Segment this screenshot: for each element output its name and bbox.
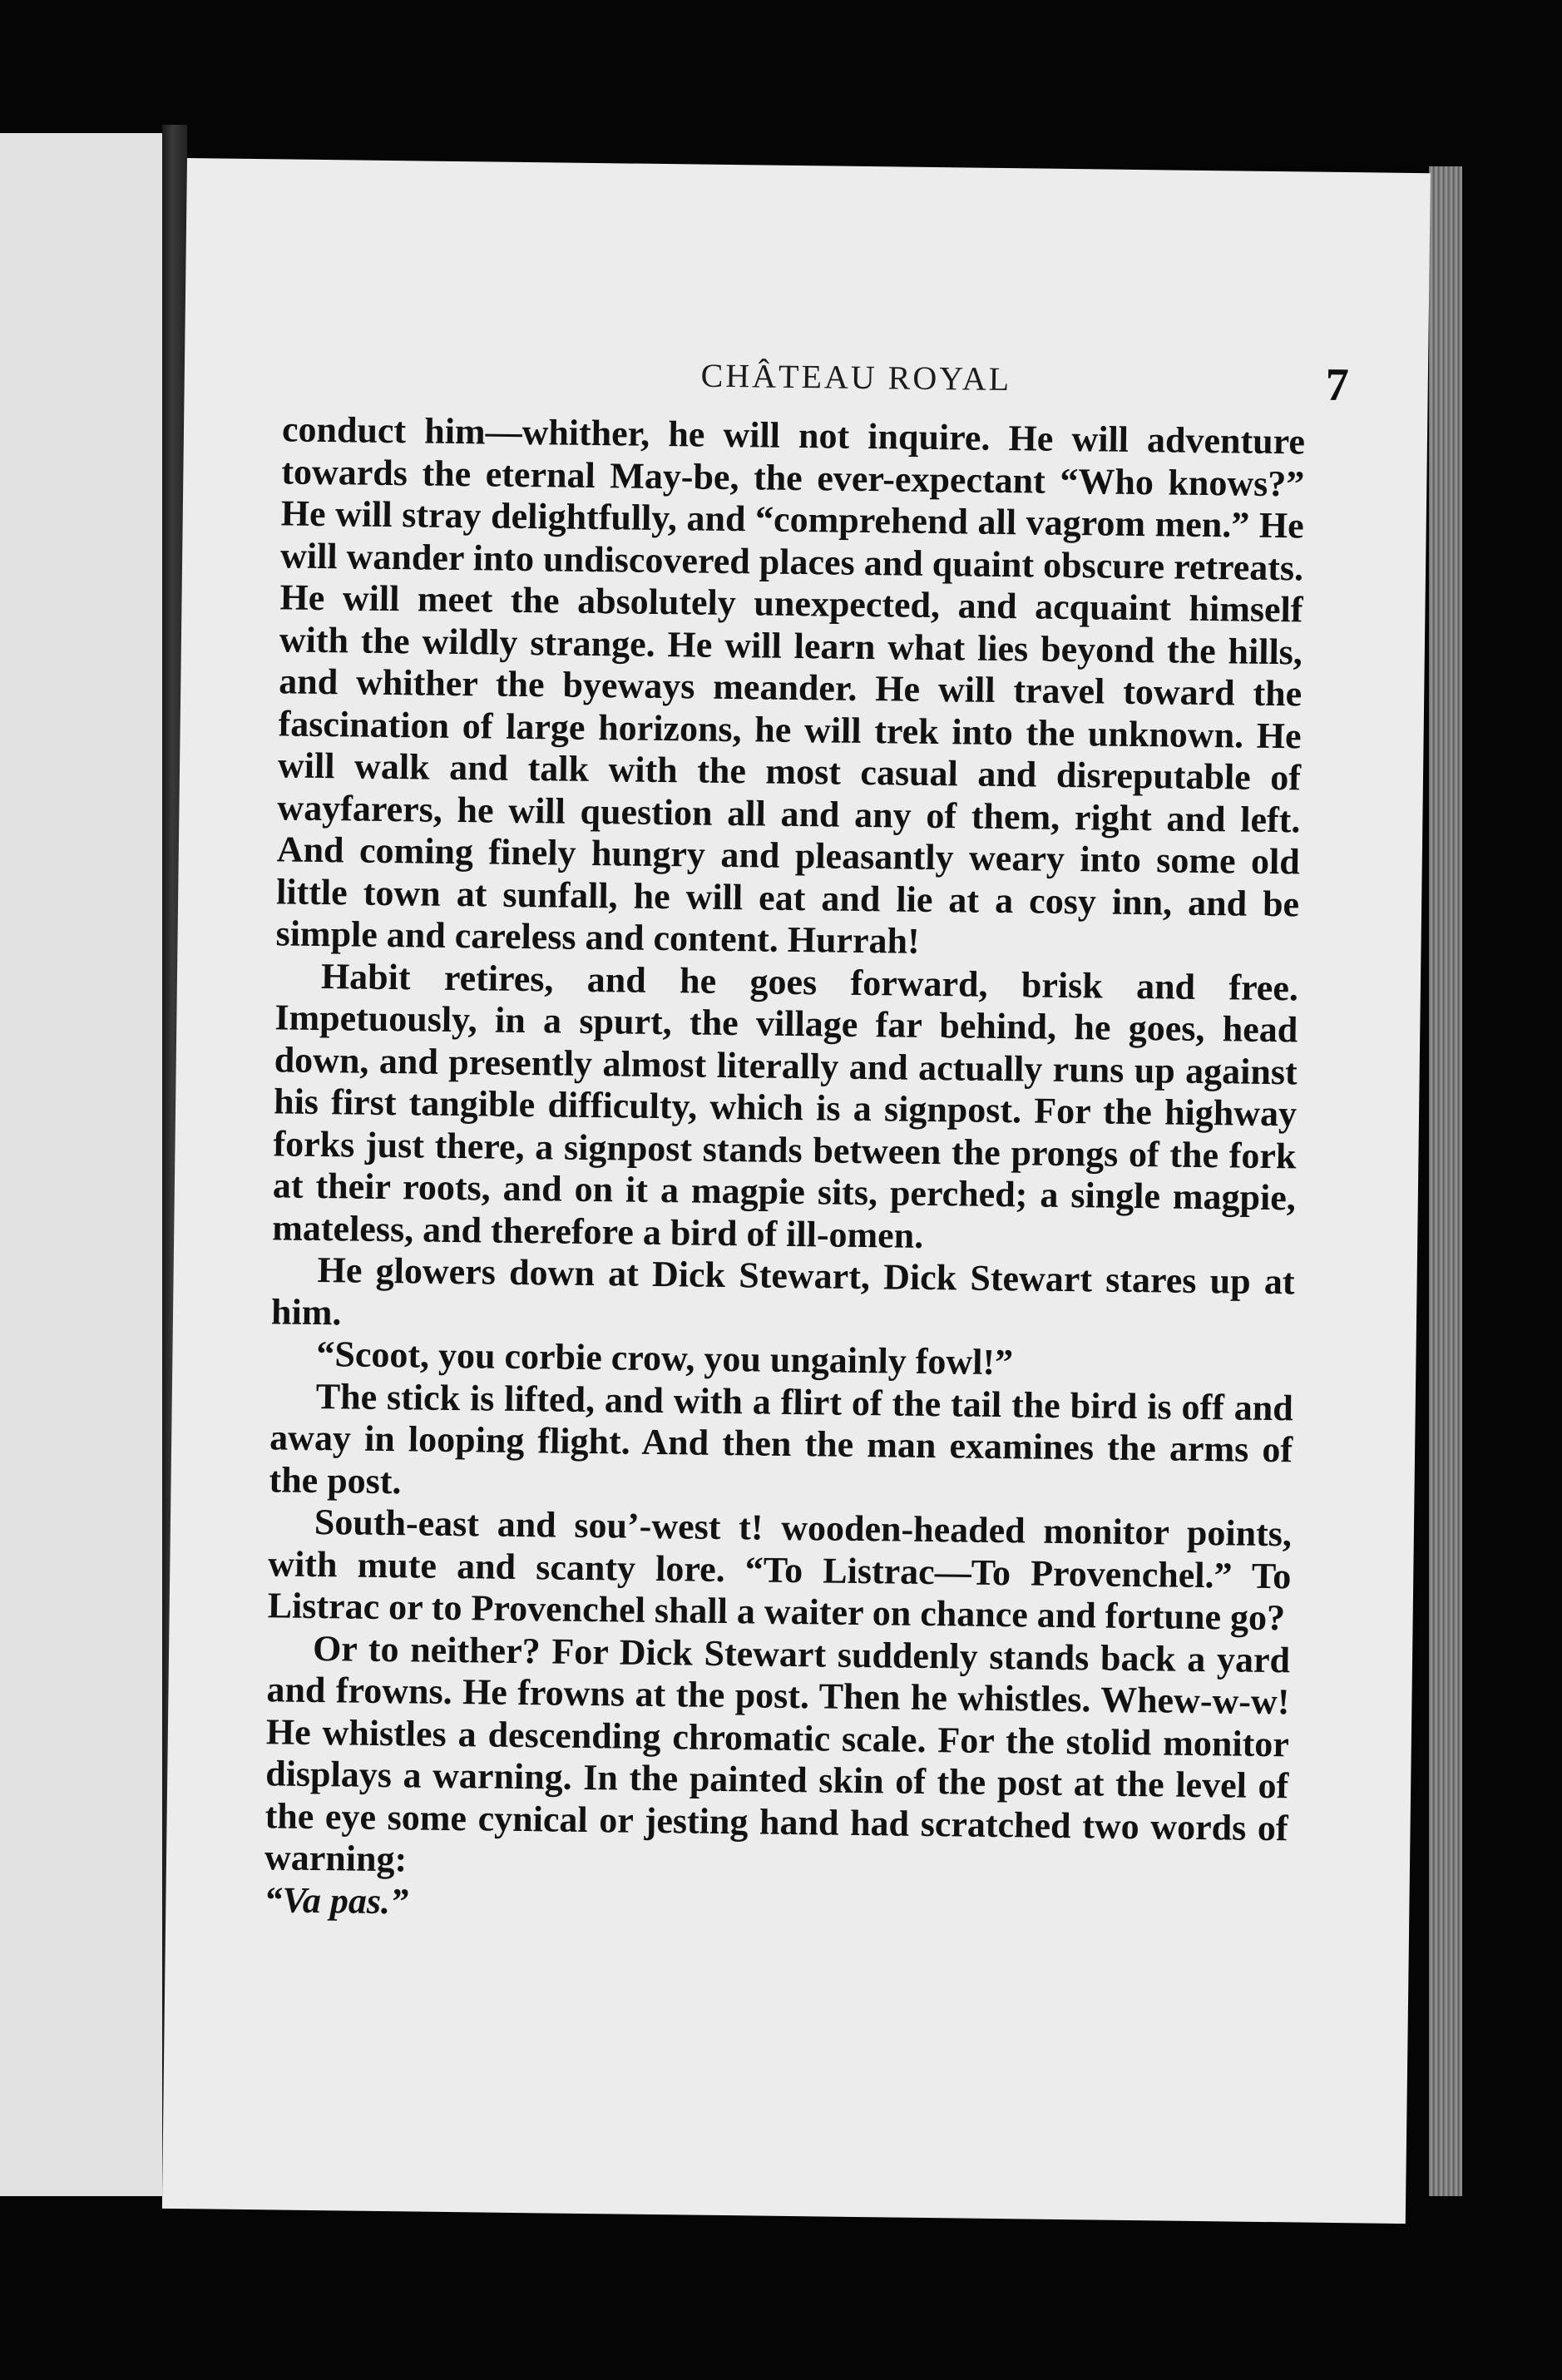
body-text: [264, 408, 1305, 1933]
book-page: [162, 158, 1431, 2224]
page-stack-edge: [1429, 166, 1462, 2196]
paragraph: Habit retires, and he goes forward, brisk and free. Impetuously, in a spurt, the village far behind, he goes, head down, and presently almost literally and actually runs up against his first tangible difficulty, which is a signpost. For the highway forks just there, a signpost stands between the prongs of the fork at their roots, and on it a magpie sits, perched; a single magpie, mateless, and therefore a bird of ill-omen.: [272, 955, 1299, 1256]
paragraph: “Scoot, you corbie crow, you ungainly fowl!”: [316, 1333, 1014, 1383]
closing-words-italic: “Va pas.”: [264, 1878, 409, 1922]
paragraph: South-east and sou’-west t! wooden-headed monitor points, with mute and scanty lore. “To Listrac—To Provenchel.” To Listrac or to Provenchel shall a waiter on chance and fortune go?: [267, 1501, 1293, 1639]
paragraph: The stick is lifted, and with a flirt of the tail the bird is off and away in looping flight. And then the man examines the arms of the post.: [269, 1375, 1294, 1502]
page-header: [185, 349, 1428, 412]
paragraph: Or to neither? For Dick Stewart suddenly stands back a yard and frowns. He frowns at the post. Then he whistles. Whew-w-w! He whistles a descending chromatic scale. For the stolid monitor displays a warning. In the painted skin of the post at the level of the eye some cynical or jesting hand had scratched two words of warning:: [264, 1627, 1291, 1880]
running-title: CHÂTEAU ROYAL: [700, 356, 1012, 398]
paragraph: He glowers down at Dick Stewart, Dick Stewart stares up at him.: [270, 1249, 1295, 1333]
page-number: 7: [1325, 359, 1350, 412]
facing-page-edge: [0, 133, 162, 2196]
paragraph: conduct him—whither, he will not inquire. He will adventure towards the eternal May-be, the ever-expectant “Who knows?” He will stray delightfully, and “comprehend all vagrom men.” He will wander into undiscovered places and quaint obscure retreats. He will meet the absolutely unexpected, and acquaint himself with the wildly strange. He will learn what lies beyond the hills, and whither the byeways meander. He will travel toward the fascination of large horizons, he will trek into the unknown. He will walk and talk with the most casual and disreputable of wayfarers, he will question all and any of them, right and left. And coming finely hungry and pleasantly weary into some old little town at sunfall, he will eat and lie at a cosy inn, and be simple and careless and content. Hurrah!: [275, 408, 1306, 962]
